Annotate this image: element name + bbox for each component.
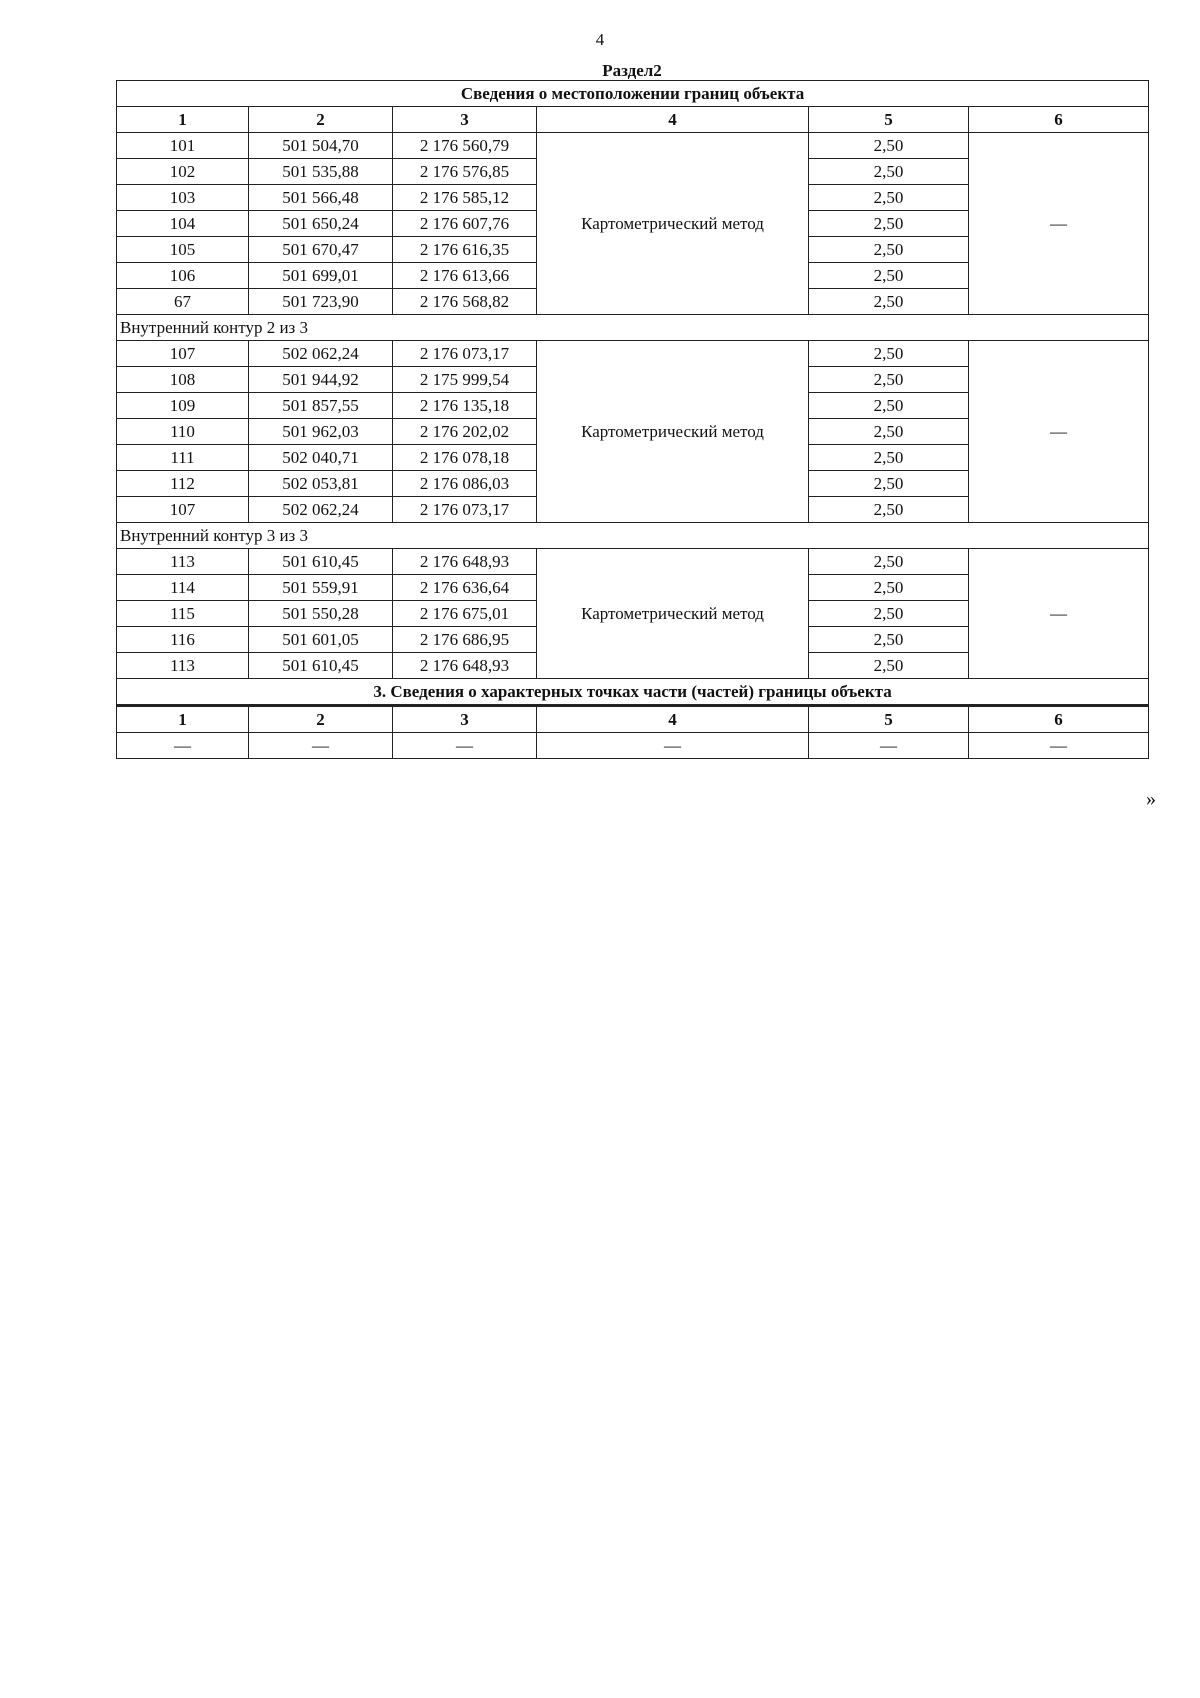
accuracy-value: 2,50: [809, 211, 969, 237]
accuracy-value: 2,50: [809, 341, 969, 367]
contour-label: Внутренний контур 3 из 3: [117, 523, 1149, 549]
coordinate-y: 2 176 585,12: [393, 185, 537, 211]
subsection-column-number-1: 1: [117, 706, 249, 733]
empty-dash-cell: —: [393, 733, 537, 759]
point-number: 105: [117, 237, 249, 263]
coordinate-y: 2 176 616,35: [393, 237, 537, 263]
point-number: 110: [117, 419, 249, 445]
empty-dash-cell: —: [537, 733, 809, 759]
closing-quote: »: [1146, 788, 1156, 810]
coordinate-y: 2 176 202,02: [393, 419, 537, 445]
table-row: [117, 549, 1149, 575]
point-number: 111: [117, 445, 249, 471]
contour-label-row: [117, 523, 1149, 549]
subsection-column-header-row: [117, 706, 1149, 733]
accuracy-value: 2,50: [809, 289, 969, 315]
coordinate-y: 2 176 648,93: [393, 549, 537, 575]
coordinate-y: 2 176 686,95: [393, 627, 537, 653]
coordinate-x: 501 857,55: [249, 393, 393, 419]
accuracy-value: 2,50: [809, 393, 969, 419]
contour-label-row: [117, 315, 1149, 341]
determination-method: Картометрический метод: [537, 133, 809, 315]
column-number-1: 1: [117, 107, 249, 133]
coordinate-y: 2 175 999,54: [393, 367, 537, 393]
coordinate-x: 501 962,03: [249, 419, 393, 445]
table-row: [117, 133, 1149, 159]
coordinate-y: 2 176 568,82: [393, 289, 537, 315]
boundary-table: [116, 80, 1149, 759]
point-number: 107: [117, 497, 249, 523]
point-number: 115: [117, 601, 249, 627]
point-number: 113: [117, 653, 249, 679]
determination-method: Картометрический метод: [537, 549, 809, 679]
accuracy-value: 2,50: [809, 653, 969, 679]
coordinate-x: 502 053,81: [249, 471, 393, 497]
section-title: Раздел2: [602, 61, 662, 80]
column-6-value: —: [969, 341, 1149, 523]
coordinate-x: 501 699,01: [249, 263, 393, 289]
accuracy-value: 2,50: [809, 497, 969, 523]
coordinate-x: 502 040,71: [249, 445, 393, 471]
coordinate-x: 502 062,24: [249, 341, 393, 367]
point-number: 102: [117, 159, 249, 185]
coordinate-y: 2 176 560,79: [393, 133, 537, 159]
coordinate-y: 2 176 607,76: [393, 211, 537, 237]
coordinate-y: 2 176 576,85: [393, 159, 537, 185]
column-header-row: [117, 107, 1149, 133]
coordinate-y: 2 176 086,03: [393, 471, 537, 497]
empty-dash-cell: —: [809, 733, 969, 759]
accuracy-value: 2,50: [809, 263, 969, 289]
coordinate-x: 501 610,45: [249, 549, 393, 575]
point-number: 114: [117, 575, 249, 601]
point-number: 116: [117, 627, 249, 653]
determination-method: Картометрический метод: [537, 341, 809, 523]
coordinate-x: 501 504,70: [249, 133, 393, 159]
subsection-caption-row: [117, 679, 1149, 706]
coordinate-x: 501 944,92: [249, 367, 393, 393]
column-number-6: 6: [969, 107, 1149, 133]
table-row: [117, 341, 1149, 367]
empty-dash-cell: —: [117, 733, 249, 759]
accuracy-value: 2,50: [809, 185, 969, 211]
accuracy-value: 2,50: [809, 601, 969, 627]
point-number: 104: [117, 211, 249, 237]
coordinate-x: 502 062,24: [249, 497, 393, 523]
coordinate-y: 2 176 613,66: [393, 263, 537, 289]
accuracy-value: 2,50: [809, 237, 969, 263]
column-number-3: 3: [393, 107, 537, 133]
empty-dash-cell: —: [249, 733, 393, 759]
coordinate-x: 501 535,88: [249, 159, 393, 185]
accuracy-value: 2,50: [809, 627, 969, 653]
coordinate-y: 2 176 073,17: [393, 341, 537, 367]
coordinate-y: 2 176 073,17: [393, 497, 537, 523]
subsection-column-number-5: 5: [809, 706, 969, 733]
point-number: 113: [117, 549, 249, 575]
point-number: 101: [117, 133, 249, 159]
column-number-4: 4: [537, 107, 809, 133]
point-number: 107: [117, 341, 249, 367]
coordinate-x: 501 550,28: [249, 601, 393, 627]
subsection-column-number-6: 6: [969, 706, 1149, 733]
column-6-value: —: [969, 549, 1149, 679]
point-number: 109: [117, 393, 249, 419]
coordinate-x: 501 723,90: [249, 289, 393, 315]
coordinate-x: 501 601,05: [249, 627, 393, 653]
accuracy-value: 2,50: [809, 133, 969, 159]
accuracy-value: 2,50: [809, 419, 969, 445]
coordinate-x: 501 566,48: [249, 185, 393, 211]
table-caption: Сведения о местоположении границ объекта: [117, 81, 1149, 107]
coordinate-x: 501 610,45: [249, 653, 393, 679]
subsection-column-number-3: 3: [393, 706, 537, 733]
coordinate-y: 2 176 675,01: [393, 601, 537, 627]
accuracy-value: 2,50: [809, 471, 969, 497]
coordinate-y: 2 176 078,18: [393, 445, 537, 471]
accuracy-value: 2,50: [809, 159, 969, 185]
subsection-column-number-2: 2: [249, 706, 393, 733]
column-6-value: —: [969, 133, 1149, 315]
coordinate-x: 501 650,24: [249, 211, 393, 237]
coordinate-x: 501 670,47: [249, 237, 393, 263]
page-number: 4: [595, 30, 605, 49]
subsection-empty-row: [117, 733, 1149, 759]
coordinate-x: 501 559,91: [249, 575, 393, 601]
point-number: 108: [117, 367, 249, 393]
coordinate-y: 2 176 135,18: [393, 393, 537, 419]
point-number: 67: [117, 289, 249, 315]
coordinate-y: 2 176 648,93: [393, 653, 537, 679]
subsection-column-number-4: 4: [537, 706, 809, 733]
point-number: 106: [117, 263, 249, 289]
empty-dash-cell: —: [969, 733, 1149, 759]
column-number-2: 2: [249, 107, 393, 133]
accuracy-value: 2,50: [809, 445, 969, 471]
accuracy-value: 2,50: [809, 575, 969, 601]
coordinate-y: 2 176 636,64: [393, 575, 537, 601]
column-number-5: 5: [809, 107, 969, 133]
subsection-caption: 3. Сведения о характерных точках части (частей) границы объекта: [117, 679, 1149, 706]
accuracy-value: 2,50: [809, 549, 969, 575]
point-number: 103: [117, 185, 249, 211]
contour-label: Внутренний контур 2 из 3: [117, 315, 1149, 341]
point-number: 112: [117, 471, 249, 497]
accuracy-value: 2,50: [809, 367, 969, 393]
